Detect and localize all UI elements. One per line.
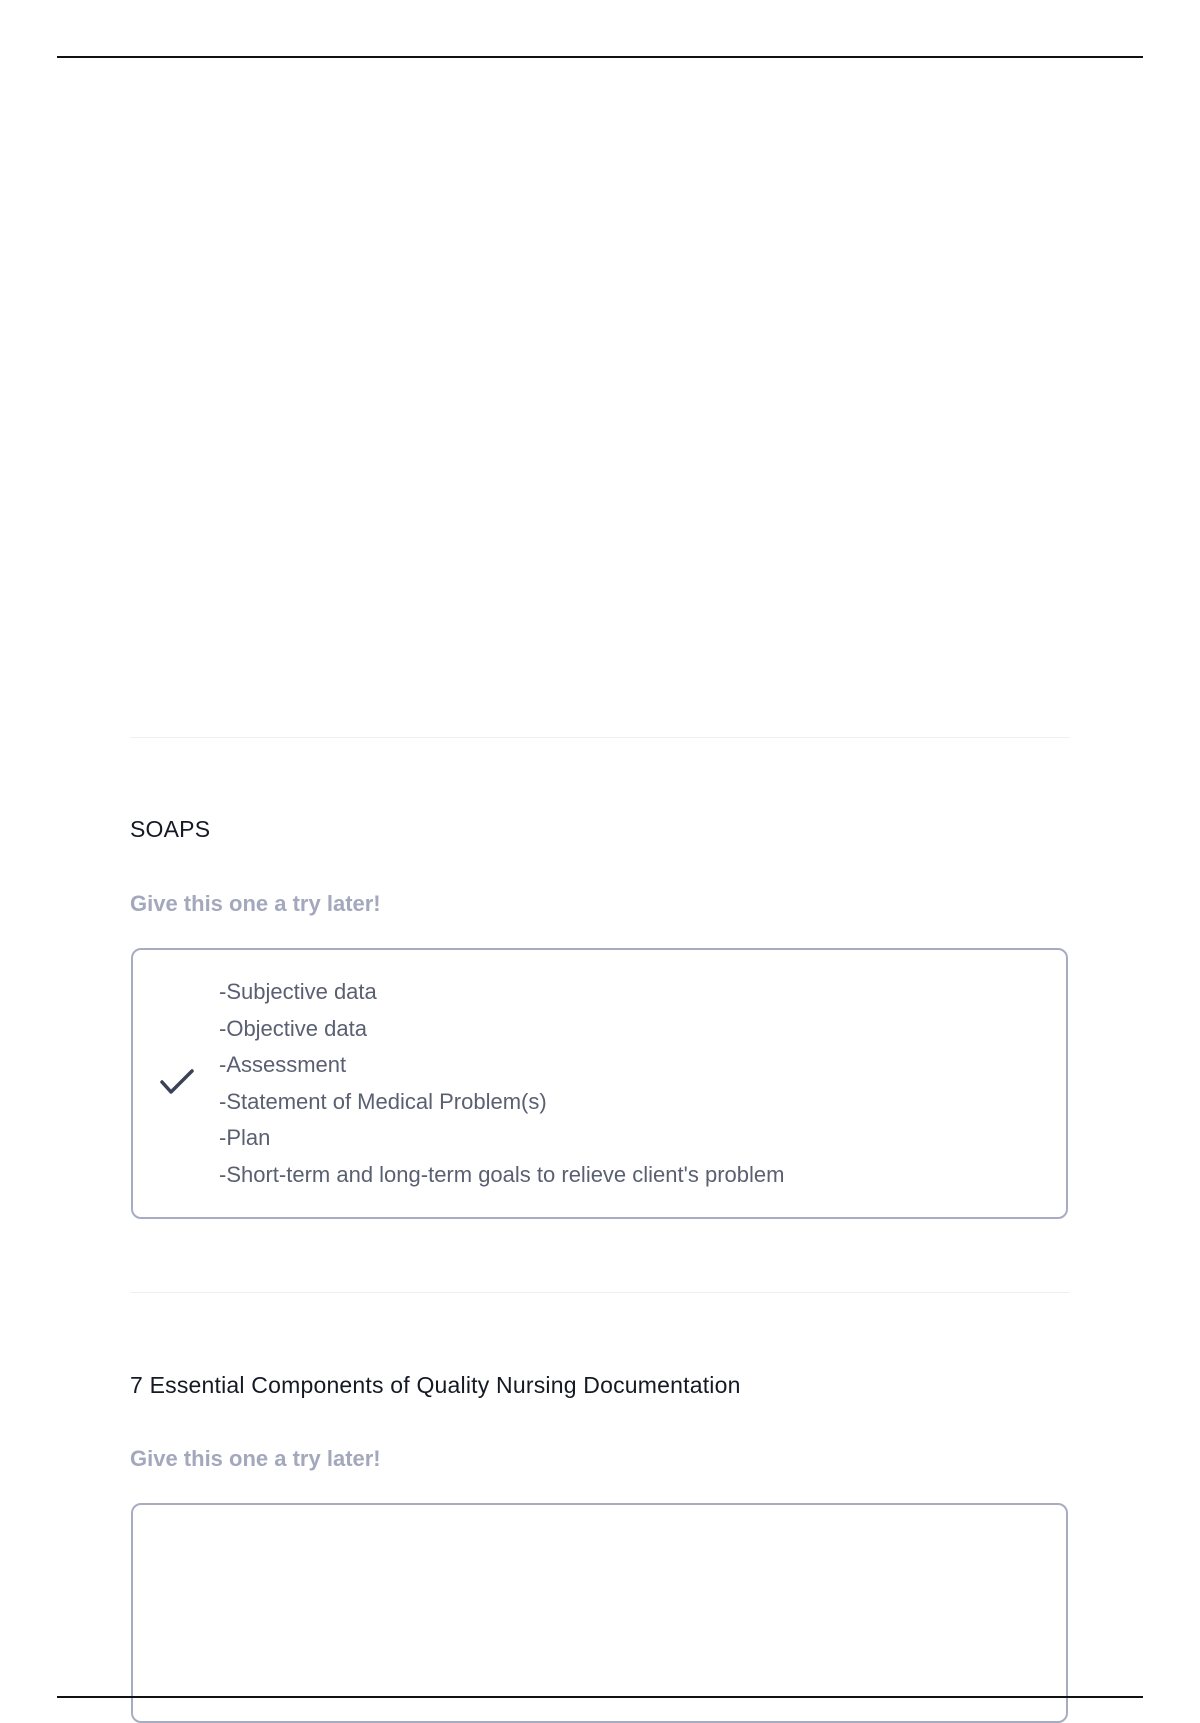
card-term-nursing-documentation: 7 Essential Components of Quality Nursing Documentation [130, 1372, 741, 1398]
definition-line: -Statement of Medical Problem(s) [219, 1088, 547, 1114]
card-status-label: Give this one a try later! [130, 891, 381, 916]
definition-card-nursing-documentation[interactable] [131, 1503, 1068, 1723]
section-divider [130, 737, 1070, 738]
definition-list [219, 974, 784, 1193]
definition-line: -Subjective data [219, 979, 377, 1004]
card-term-soaps: SOAPS [130, 816, 211, 842]
definition-card-soaps[interactable] [131, 948, 1068, 1219]
definition-line: -Short-term and long-term goals to relieve client's problem [219, 1161, 785, 1187]
page-bottom-rule [57, 1696, 1143, 1698]
page-top-rule [57, 56, 1143, 58]
card-status-label: Give this one a try later! [130, 1446, 381, 1471]
definition-line: -Assessment [219, 1052, 347, 1077]
section-divider [130, 1292, 1070, 1293]
definition-line: -Plan [219, 1125, 271, 1150]
checkmark-icon[interactable] [159, 1068, 195, 1096]
definition-line: -Objective data [219, 1015, 367, 1041]
